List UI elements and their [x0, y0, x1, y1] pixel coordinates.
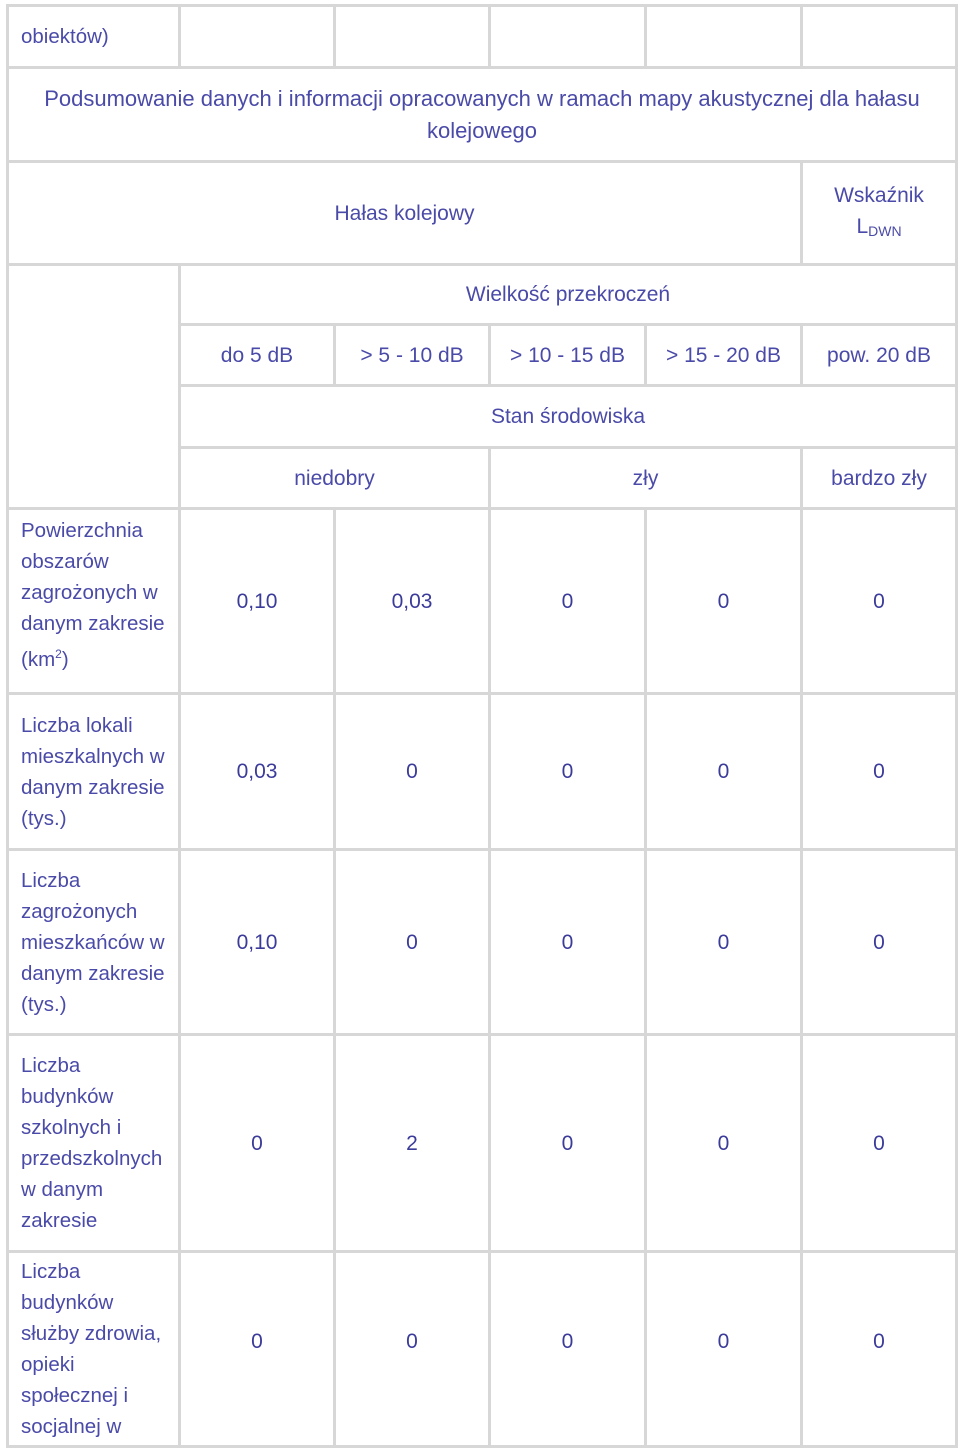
- range-header: pow. 20 dB: [827, 343, 931, 367]
- table-cell: 0: [406, 760, 418, 783]
- range-header: do 5 dB: [220, 343, 294, 367]
- indicator-symbol: [856, 211, 901, 247]
- table-cell: 0: [561, 930, 574, 954]
- table-cell: 2: [406, 1131, 418, 1155]
- table-cell: 0: [873, 760, 885, 783]
- table-cell: 0: [873, 589, 885, 613]
- table-cell: 0: [717, 1131, 730, 1155]
- table-cell: 0: [717, 1329, 730, 1353]
- indicator-header: [803, 163, 955, 263]
- row-label: Liczba lokali mieszkalnych w danym zakresie (tys.): [21, 713, 165, 830]
- table-cell: 0: [873, 930, 885, 954]
- env-state-cell: niedobry: [294, 466, 375, 490]
- table-cell: 0: [561, 589, 574, 613]
- row-label-unit: $(km^2)$: [21, 647, 69, 671]
- row-label: Liczba budynków służby zdrowia, opieki społecznej i socjalnej w: [21, 1260, 162, 1438]
- indicator-subscript: DWN: [868, 222, 902, 239]
- table-cell: 0: [717, 589, 730, 613]
- page-title: Podsumowanie danych i informacji opracowanych w ramach mapy akustycznej dla hałasu kolejowego: [44, 85, 920, 143]
- table-cell: 0,03: [236, 760, 278, 783]
- table-border: [955, 4, 958, 1448]
- table-cell: 0: [561, 1131, 574, 1155]
- table-cell: 0: [251, 1131, 263, 1155]
- table-border: [644, 4, 647, 69]
- table-cell: 0,03: [391, 589, 433, 613]
- table-cell: 0: [873, 1329, 885, 1353]
- table-cell: 0: [717, 930, 730, 954]
- range-header: > 10 - 15 dB: [510, 343, 625, 367]
- table-cell: 0,10: [236, 930, 278, 954]
- indicator-letter: L: [856, 214, 869, 238]
- env-state-cell: bardzo zły: [831, 466, 927, 490]
- exceedance-header: Wielkość przekroczeń: [465, 283, 671, 306]
- row-label: [9, 510, 178, 692]
- table-border: [6, 1445, 958, 1448]
- env-state-header: Stan środowiska: [490, 405, 646, 428]
- table-cell: 0: [406, 930, 418, 954]
- table-cell: 0: [251, 1329, 263, 1353]
- row-label-text: Powierzchnia obszarów zagrożonych w danym zakresie: [21, 519, 165, 635]
- table-cell: 0: [873, 1131, 885, 1155]
- range-header: > 15 - 20 dB: [666, 343, 781, 367]
- table-cell: 0: [561, 1329, 574, 1353]
- indicator-prefix: Wskaźnik: [834, 183, 924, 207]
- row-label: Liczba zagrożonych mieszkańców w danym zakresie (tys.): [21, 868, 165, 1016]
- table-cell: 0: [406, 1329, 418, 1353]
- noise-type-header: Hałas kolejowy: [334, 201, 475, 225]
- env-state-cell: zły: [632, 466, 659, 490]
- row-label: Liczba budynków szkolnych i przedszkolnych w danym zakresie: [21, 1054, 163, 1232]
- table-cell: 0: [561, 760, 574, 783]
- table-border: [800, 4, 803, 69]
- table-cell: 0: [717, 760, 730, 783]
- range-header: > 5 - 10 dB: [360, 343, 464, 367]
- table-cell: 0,10: [236, 589, 278, 613]
- table-border: [333, 4, 336, 69]
- table-border: [178, 4, 181, 69]
- top-row-label: obiektów): [21, 25, 109, 48]
- table-border: [488, 4, 491, 69]
